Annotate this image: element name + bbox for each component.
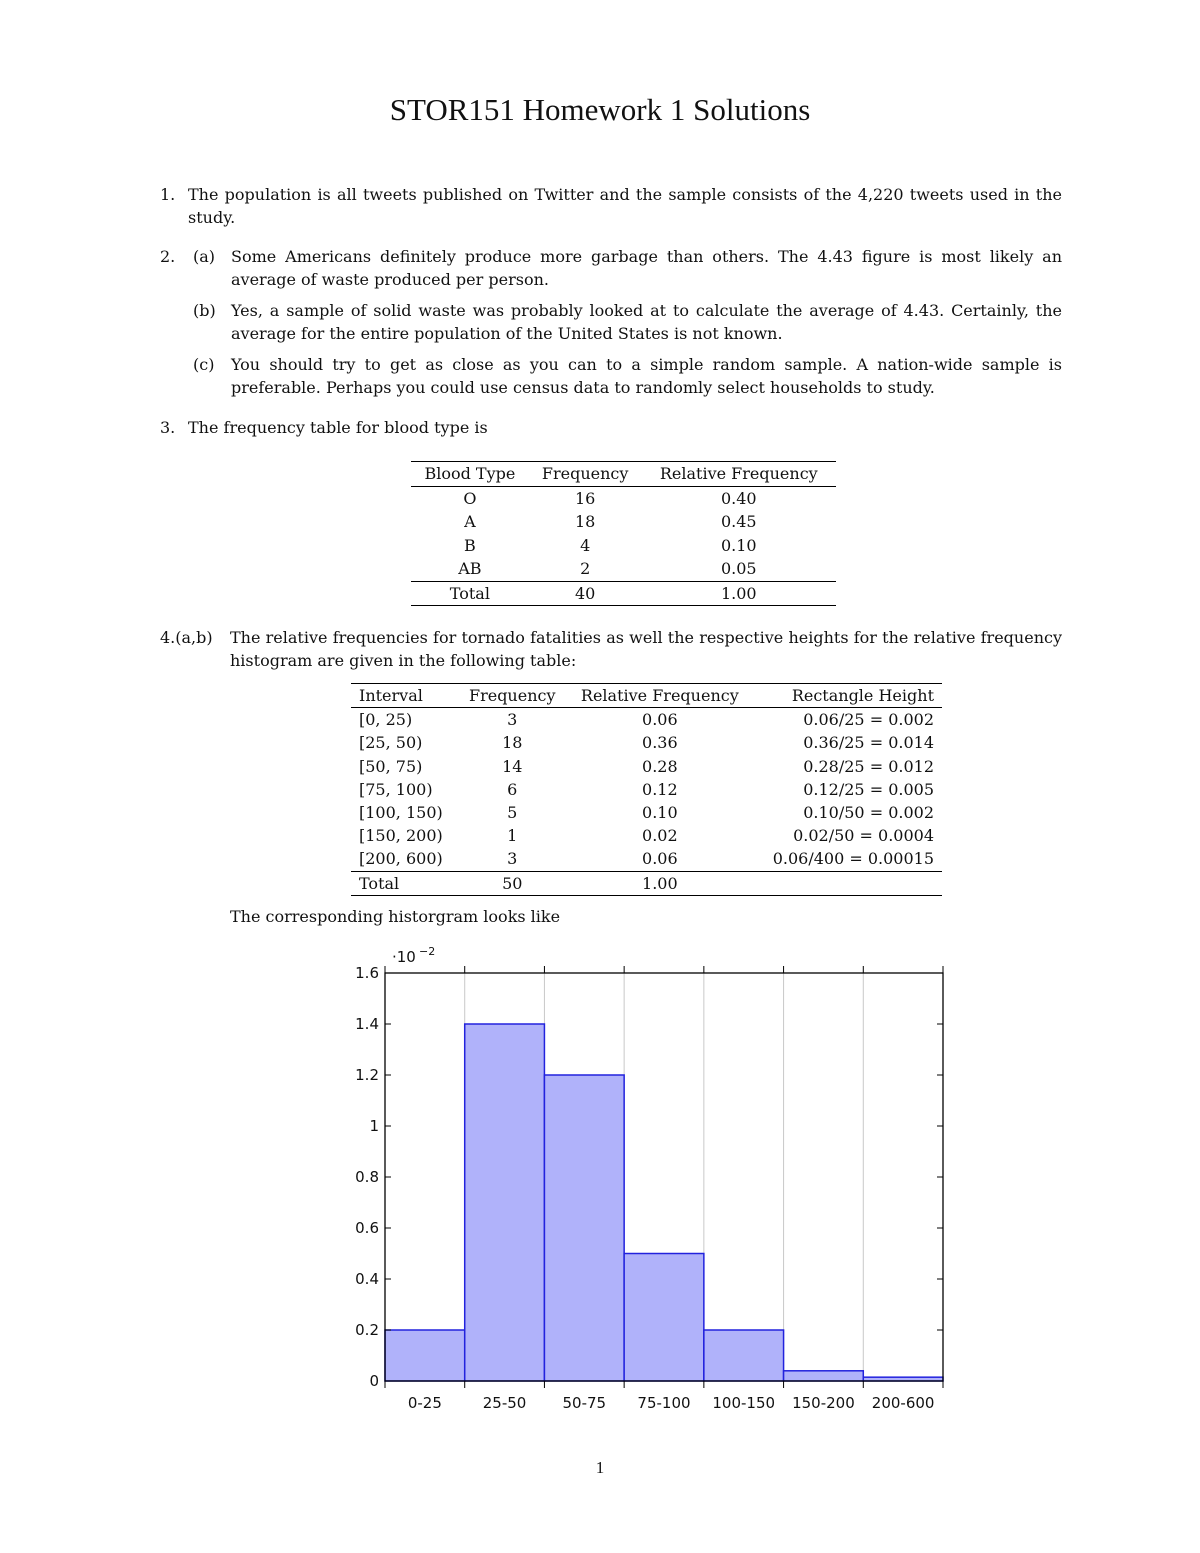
table-total-row	[411, 581, 836, 606]
column-header: Frequency	[541, 464, 629, 484]
question-2c	[193, 353, 1062, 399]
table-cell: [50, 75)	[359, 756, 423, 776]
part-label: (c)	[193, 355, 215, 374]
table-cell: 0.45	[720, 512, 757, 532]
table-row	[351, 824, 942, 847]
part-text: You should try to get as close as you can to a simple random sample. A nation-wide sample is preferable. Perhaps you could use census data to randomly select households to study.	[231, 355, 1062, 397]
y-tick-label: 1	[369, 1117, 379, 1135]
bar	[704, 1330, 784, 1381]
table-cell: 3	[507, 849, 518, 869]
part-label: (a)	[193, 247, 216, 266]
question-text: The population is all tweets published on Twitter and the sample consists of the 4,220 tweets used in the study.	[188, 185, 1062, 227]
table-cell: 0.36	[642, 733, 678, 753]
table-cell: [25, 50)	[359, 733, 423, 753]
tornado-fatalities-table	[351, 683, 942, 896]
question-2a	[193, 245, 1062, 291]
table-cell: 0.10	[642, 803, 678, 823]
part-text: Yes, a sample of solid waste was probably looked at to calculate the average of 4.43. Certainly, the average for the entire population of the United States is not known.	[231, 301, 1062, 343]
table-row	[411, 486, 836, 510]
question-3	[160, 416, 1062, 439]
column-header: Rectangle Height	[791, 686, 934, 706]
question-number: 1.	[160, 185, 176, 204]
table-cell: 1.00	[720, 583, 757, 603]
table-cell: A	[464, 512, 476, 532]
table-cell: 18	[502, 733, 523, 753]
x-tick-label: 200-600	[871, 1394, 935, 1412]
table-cell: [0, 25)	[359, 710, 413, 730]
column-header: Blood Type	[424, 464, 516, 484]
y-tick-label: 0.2	[355, 1321, 379, 1339]
table-cell: [200, 600)	[359, 849, 443, 869]
table-cell: 50	[502, 873, 523, 893]
table-cell: 0.02/50 = 0.0004	[793, 826, 934, 846]
table-cell: 16	[574, 488, 596, 508]
question-number: 4.(a,b)	[160, 628, 213, 647]
x-tick-label: 0-25	[407, 1394, 442, 1412]
table-total-row	[351, 871, 942, 895]
column-header: Interval	[359, 686, 423, 706]
table-cell: 0.06	[642, 710, 678, 730]
table-cell: 0.36/25 = 0.014	[803, 733, 934, 753]
histogram-caption: The corresponding historgram looks like	[230, 907, 561, 926]
bar	[784, 1371, 864, 1381]
table-cell: [100, 150)	[359, 803, 443, 823]
y-tick-label: 0.8	[355, 1168, 379, 1186]
bar	[385, 1330, 465, 1381]
question-1	[160, 183, 1062, 229]
table-cell: B	[464, 535, 476, 555]
question-number: 2.	[160, 247, 176, 266]
table-cell: 1	[507, 826, 518, 846]
table-header-row	[411, 462, 836, 487]
bar	[544, 1075, 624, 1381]
y-tick-label: 1.2	[355, 1066, 379, 1084]
table-cell: 0.10	[720, 535, 757, 555]
table-row	[411, 557, 836, 581]
y-tick-label: 0.4	[355, 1270, 379, 1288]
table-cell: 18	[574, 512, 596, 532]
table-cell: 0.40	[720, 488, 757, 508]
table-cell: 3	[507, 710, 518, 730]
table-cell: 0.02	[642, 826, 678, 846]
table-header-row	[351, 684, 942, 708]
table-cell: 0.10/50 = 0.002	[803, 803, 934, 823]
table-cell	[753, 871, 942, 895]
y-scale-label: ·10	[392, 948, 416, 966]
table-row	[411, 534, 836, 558]
question-number: 3.	[160, 418, 176, 437]
table-row	[351, 847, 942, 871]
table-cell: 0.28/25 = 0.012	[803, 756, 934, 776]
table-cell: 5	[507, 803, 518, 823]
question-text: The frequency table for blood type is	[188, 418, 488, 437]
table-cell: 6	[507, 779, 518, 799]
column-header: Relative Frequency	[659, 464, 818, 484]
part-label: (b)	[193, 301, 216, 320]
y-tick-label: 1.6	[355, 964, 379, 982]
table-cell: 0.06	[642, 849, 678, 869]
y-tick-label: 0.6	[355, 1219, 379, 1237]
table-row	[351, 755, 942, 778]
x-tick-label: 150-200	[792, 1394, 855, 1412]
question-2b	[193, 299, 1062, 345]
table-cell: 0.28	[642, 756, 678, 776]
table-cell: 0.12/25 = 0.005	[803, 779, 934, 799]
table-row	[351, 801, 942, 824]
table-cell: 0.06/25 = 0.002	[803, 710, 934, 730]
table-row	[411, 510, 836, 534]
table-cell: 14	[502, 756, 523, 776]
x-tick-label: 100-150	[712, 1394, 776, 1412]
table-cell: 0.06/400 = 0.00015	[772, 849, 934, 869]
page-title: STOR151 Homework 1 Solutions	[389, 92, 811, 127]
table-cell: [150, 200)	[359, 826, 443, 846]
part-text: Some Americans definitely produce more garbage than others. The 4.43 figure is most likely an average of waste produced per person.	[231, 247, 1062, 289]
question-4	[160, 626, 1062, 672]
x-tick-label: 25-50	[482, 1394, 527, 1412]
x-tick-label: 50-75	[562, 1394, 607, 1412]
table-row	[351, 778, 942, 801]
bar	[624, 1254, 704, 1382]
x-tick-label: 75-100	[637, 1394, 691, 1412]
table-cell: 0.05	[720, 559, 757, 579]
blood-type-table	[411, 461, 836, 606]
table-cell: [75, 100)	[359, 779, 433, 799]
y-tick-label: 0	[369, 1372, 379, 1390]
question-text: The relative frequencies for tornado fatalities as well the respective heights for the relative frequency histogram are given in the following table:	[230, 628, 1062, 670]
y-scale-exponent: −2	[419, 945, 436, 958]
table-cell: Total	[359, 873, 400, 893]
table-row	[351, 731, 942, 754]
table-cell: O	[463, 488, 477, 508]
y-tick-label: 1.4	[355, 1015, 379, 1033]
table-cell: 40	[574, 583, 596, 603]
table-cell: 2	[580, 559, 591, 579]
table-cell: Total	[449, 583, 490, 603]
column-header: Relative Frequency	[580, 686, 739, 706]
column-header: Frequency	[468, 686, 556, 706]
page-number: 1	[595, 1458, 605, 1477]
table-cell: 4	[580, 535, 591, 555]
table-cell: AB	[458, 559, 482, 579]
bar	[465, 1024, 545, 1381]
table-row	[351, 708, 942, 732]
table-cell: 0.12	[642, 779, 678, 799]
table-cell: 1.00	[642, 873, 678, 893]
tornado-histogram	[340, 940, 960, 1430]
